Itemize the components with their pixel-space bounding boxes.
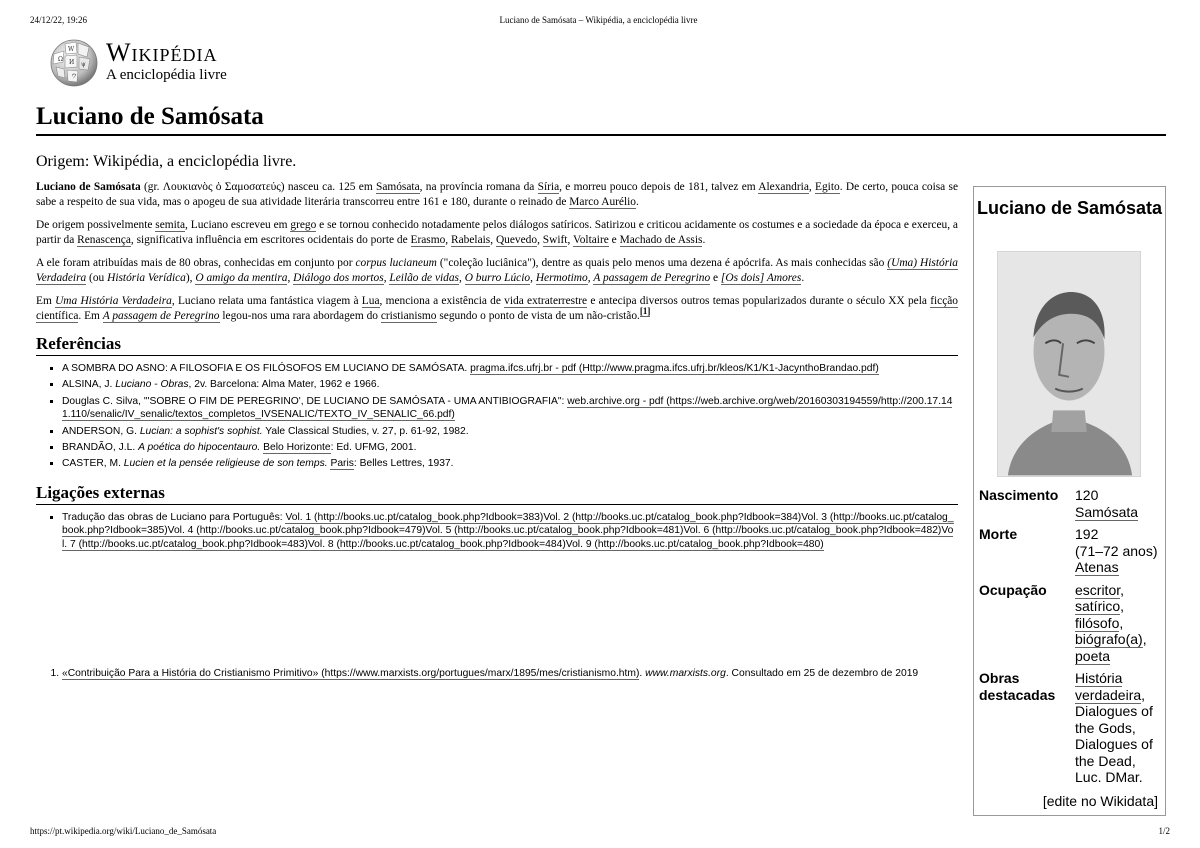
print-header	[30, 15, 1170, 25]
footnote-link[interactable]: «Contribuição Para a História do Cristianismo Primitivo» (https://www.marxists.org/portugues/marx/1895/mes/cristianismo.htm)	[62, 668, 640, 679]
text: .	[801, 272, 805, 284]
link-amigo-da-mentira[interactable]: O amigo da mentira	[195, 272, 288, 284]
link-dialogo-dos-mortos[interactable]: Diálogo dos mortos	[293, 272, 384, 284]
text: ,	[490, 234, 496, 246]
italic-text: Luciano - Obras	[115, 379, 189, 391]
text: .	[636, 196, 639, 208]
link-rabelais[interactable]: Rabelais	[451, 234, 491, 246]
print-datetime: 24/12/22, 19:26	[30, 15, 88, 25]
text: ,	[567, 234, 573, 246]
external-item	[62, 511, 958, 551]
text: : Belles Lettres, 1937.	[353, 458, 454, 470]
link-egito[interactable]: Egito	[815, 181, 840, 193]
text: , e morreu pouco depois de 181, talvez em	[559, 181, 759, 193]
infobox-row-nascimento	[979, 487, 1165, 526]
link-renascenca[interactable]: Renascença	[77, 234, 131, 246]
link-biografo[interactable]: biógrafo(a)	[1075, 631, 1143, 647]
italic-text: História Verídica	[107, 272, 186, 284]
text: . Em	[78, 310, 103, 322]
link-paris[interactable]: Paris	[330, 458, 354, 470]
infobox-row-obras	[979, 670, 1165, 792]
link-a-passagem-de-peregrino[interactable]: A passagem de Peregrino	[102, 310, 220, 322]
text: e antecipa diversos outros temas popularizados durante o século XX pela	[587, 295, 931, 307]
link-quevedo[interactable]: Quevedo	[495, 234, 538, 246]
link-swift[interactable]: Swift	[542, 234, 568, 246]
heading-referencias: Referências	[36, 334, 958, 356]
text: , Luciano relata uma fantástica viagem à	[171, 295, 362, 307]
title-divider	[36, 134, 1166, 136]
link-escritor[interactable]: escritor	[1075, 581, 1121, 598]
text: segundo o ponto de vista de um não-cristão.	[436, 310, 640, 322]
value-ocupacao: escritor, satírico, filósofo, biógrafo(a), poeta	[1075, 581, 1147, 664]
paragraph-true-history	[36, 294, 958, 324]
text: BRANDÃO, J.L.	[62, 442, 139, 454]
references-list	[36, 362, 958, 471]
heading-ligacoes-externas: Ligações externas	[36, 483, 958, 505]
reference-item	[62, 362, 958, 375]
value-text: Dialogues of the Gods	[1075, 703, 1153, 736]
volume-link[interactable]: Vol. 9 (http://books.uc.pt/catalog_book.php?Idbook=480)	[565, 538, 824, 550]
volume-link[interactable]: Vol. 7 (http://books.uc.pt/catalog_book.php?Idbook=483)	[62, 525, 954, 550]
link-burro-lucio[interactable]: O burro Lúcio	[464, 272, 531, 284]
text: ,	[537, 234, 543, 246]
italic-text: A poética do hipocentauro.	[138, 442, 261, 454]
infobox-row-ocupacao	[979, 582, 1165, 671]
link-ficcao-cientifica[interactable]: ficção científica	[36, 295, 959, 322]
volume-link[interactable]: Vol. 5 (http://books.uc.pt/catalog_book.php?Idbook=481)	[425, 525, 684, 537]
link-siria[interactable]: Síria	[537, 181, 560, 193]
value-text: 120	[1075, 487, 1099, 503]
page-title: Luciano de Samósata	[36, 103, 264, 130]
svg-text:W: W	[68, 46, 75, 53]
text: , Luciano escreveu em	[185, 219, 291, 231]
footnote-ref-1[interactable]: [1]	[639, 306, 651, 317]
value-nascimento	[1075, 487, 1165, 526]
origin-line: Origem: Wikipédia, a enciclopédia livre.	[36, 153, 297, 170]
edit-wikidata-link[interactable]: [edite no Wikidata]	[1042, 793, 1158, 809]
text: legou-nos uma rara abordagem do	[219, 310, 381, 322]
text: : Ed. UFMG, 2001.	[330, 442, 417, 454]
link-samosata-infobox[interactable]: Samósata	[1075, 503, 1139, 520]
text: .	[639, 668, 646, 679]
link-leilao-de-vidas[interactable]: Leilão de vidas	[389, 272, 459, 284]
text: ALSINA, J.	[62, 379, 116, 391]
volume-link[interactable]: Vol. 6 (http://books.uc.pt/catalog_book.php?Idbook=482)	[683, 525, 942, 537]
text: Douglas C. Silva, "'SOBRE O FIM DE PEREGRINO', DE LUCIANO DE SAMÓSATA - UMA ANTIBIOGRAFIA":	[62, 395, 568, 407]
wordmark-title: Wikipédia	[106, 38, 218, 67]
svg-text:Ω: Ω	[58, 56, 63, 63]
label-morte: Morte	[979, 526, 1018, 542]
reference-item	[62, 457, 958, 470]
text: ),	[185, 272, 196, 284]
label-nascimento: Nascimento	[979, 487, 1059, 503]
infobox	[973, 186, 1166, 816]
paragraph-works	[36, 256, 958, 286]
portrait-image[interactable]	[997, 251, 1141, 477]
volume-link[interactable]: Vol. 2 (http://books.uc.pt/catalog_book.php?Idbook=384)	[543, 511, 802, 523]
volume-link[interactable]: Vol. 4 (http://books.uc.pt/catalog_book.php?Idbook=479)	[167, 525, 426, 537]
paragraph-origin	[36, 218, 958, 248]
print-title: Luciano de Samósata – Wikipédia, a enciclopédia livre	[499, 15, 698, 25]
footnote-item	[62, 667, 942, 680]
link-filosofo[interactable]: filósofo	[1075, 614, 1120, 631]
article-body	[36, 180, 958, 563]
link-historia-verdadeira-infobox[interactable]: História verdadeira	[1075, 670, 1142, 703]
infobox-table	[979, 487, 1165, 792]
link-hermotimo[interactable]: Hermotimo	[535, 272, 588, 284]
wikipedia-globe-icon[interactable]	[44, 36, 104, 88]
text: , significativa influência em escritores ocidentais do porte de	[130, 234, 411, 246]
text: , menciona a existência de	[379, 295, 505, 307]
link-erasmo[interactable]: Erasmo	[410, 234, 446, 246]
label-obras: Obras destacadas	[979, 670, 1056, 703]
text: A SOMBRA DO ASNO: A FILOSOFIA E OS FILÓSOFOS EM LUCIANO DE SAMÓSATA.	[62, 363, 471, 374]
text: e	[710, 272, 721, 284]
link-uma-historia-verdadeira[interactable]: Uma História Verdadeira	[55, 295, 172, 307]
reference-item	[62, 378, 958, 391]
print-url: https://pt.wikipedia.org/wiki/Luciano_de_Samósata	[30, 826, 217, 836]
print-page-number: 1/2	[1158, 826, 1170, 836]
text: , 2v. Barcelona: Alma Mater, 1962 e 1966.	[188, 379, 380, 391]
text: ,	[445, 234, 451, 246]
link-poeta[interactable]: poeta	[1075, 647, 1111, 664]
link-belo-horizonte[interactable]: Belo Horizonte	[263, 442, 331, 454]
text: ,	[287, 272, 294, 284]
text: ,	[808, 181, 816, 193]
link-passagem-de-peregrino[interactable]: A passagem de Peregrino	[593, 272, 711, 284]
footnotes-list	[36, 667, 942, 680]
svg-text:ウ: ウ	[71, 73, 78, 80]
link-cristianismo[interactable]: cristianismo	[380, 310, 437, 322]
infobox-row-morte	[979, 526, 1165, 582]
link-historia-verdadeira[interactable]: (Uma) História Verdadeira	[36, 257, 958, 284]
subject-name: Luciano de Samósata	[36, 181, 141, 193]
text: A ele foram atribuídas mais de 80 obras, conhecidas em conjunto por	[36, 257, 356, 269]
text: ,	[587, 272, 594, 284]
link-satirico[interactable]: satírico	[1075, 598, 1121, 614]
value-text: (71–72 anos)	[1075, 542, 1158, 559]
text: . De certo, pouca coisa se sabe a respeito de sua vida, mas o apogeu de sua atividade literária transcorreu entre 161 e 180, durante o reinado de	[36, 181, 958, 208]
reference-link[interactable]: pragma.ifcs.ufrj.br - pdf (Http://www.pragma.ifcs.ufrj.br/kleos/K1/K1-JacynthoBrandao.pdf)	[470, 363, 879, 374]
text: ,	[530, 272, 536, 284]
svg-text:ψ: ψ	[81, 61, 86, 68]
text: , na província romana da	[419, 181, 538, 193]
italic-text: www.marxists.org	[645, 668, 726, 679]
text: ,	[459, 272, 465, 284]
text: Tradução das obras de Luciano para Português:	[62, 511, 286, 523]
value-obras: História verdadeira, Dialogues of the Gods, Dialogues of the Dead, Luc. DMar.	[1075, 670, 1153, 785]
link-os-dois-amores[interactable]: [Os dois] Amores	[720, 272, 802, 284]
wikipedia-wordmark[interactable]	[106, 40, 227, 84]
link-alexandria[interactable]: Alexandria	[758, 181, 809, 193]
value-text: Dialogues of the Dead	[1075, 736, 1153, 769]
link-machado-de-assis[interactable]: Machado de Assis	[619, 234, 703, 246]
external-links-list	[36, 511, 958, 551]
text: e se tornou conhecido notadamente pelos diálogos satíricos. Satirizou e criticou acidamente os costumes e a sociedade da época e exerceu, a partir da	[36, 219, 958, 246]
reference-item	[62, 441, 958, 454]
link-atenas[interactable]: Atenas	[1075, 559, 1119, 575]
value-text: 192	[1075, 526, 1099, 542]
svg-text:И: И	[69, 59, 75, 66]
volume-link[interactable]: Vol. 8 (http://books.uc.pt/catalog_book.php?Idbook=484)	[307, 538, 566, 550]
link-grego[interactable]: grego	[290, 219, 317, 231]
volume-link[interactable]: Vol. 3 (http://books.uc.pt/catalog_book.php?Idbook=385)	[62, 511, 954, 537]
text: CASTER, M.	[62, 458, 124, 470]
text: ANDERSON, G.	[62, 425, 140, 437]
link-samosata[interactable]: Samósata	[375, 181, 420, 193]
text: De origem possivelmente	[36, 219, 156, 231]
reference-item	[62, 395, 958, 422]
text: ,	[383, 272, 390, 284]
volume-link[interactable]: Vol. 1 (http://books.uc.pt/catalog_book.php?Idbook=383)	[285, 511, 544, 523]
reference-link[interactable]: web.archive.org - pdf (https://web.archive.org/web/20160303194559/http://200.17.141.110/senalic/IV_senalic/textos_completos_IVSENALIC/TEXTO_IV_SENALIC_66.pdf)	[62, 395, 953, 421]
italic-text: corpus lucianeum	[355, 257, 437, 269]
text: (ou	[86, 272, 108, 284]
link-semita[interactable]: semita	[155, 219, 186, 231]
text: e	[608, 234, 620, 246]
reference-item	[62, 425, 958, 438]
paragraph-intro	[36, 180, 958, 210]
italic-text: Lucian: a sophist's sophist.	[139, 425, 263, 437]
print-footer	[30, 826, 1170, 836]
text: (gr. Λουκιανὸς ὁ Σαμοσατεύς) nasceu ca. 125 em	[140, 181, 376, 193]
wordmark-subtitle: A enciclopédia livre	[106, 67, 227, 83]
infobox-title: Luciano de Samósata	[976, 198, 1163, 218]
link-voltaire[interactable]: Voltaire	[572, 234, 609, 246]
italic-text: Lucien et la pensée religieuse de son temps.	[123, 458, 328, 470]
value-text: Luc. DMar.	[1075, 769, 1143, 785]
value-morte	[1075, 526, 1165, 582]
link-marco-aurelio[interactable]: Marco Aurélio	[569, 196, 637, 208]
text: .	[702, 234, 706, 246]
text: Em	[36, 295, 56, 307]
text: ("coleção luciânica"), dentre as quais pelo menos uma dezena é apócrifa. As mais conhecidas são	[436, 257, 888, 269]
text: . Consultado em 25 de dezembro de 2019	[725, 668, 919, 679]
text: Yale Classical Studies, v. 27, p. 61-92, 1982.	[262, 425, 469, 437]
link-lua[interactable]: Lua	[361, 295, 380, 307]
label-ocupacao: Ocupação	[979, 581, 1047, 598]
link-vida-extraterrestre[interactable]: vida extraterrestre	[504, 295, 588, 307]
